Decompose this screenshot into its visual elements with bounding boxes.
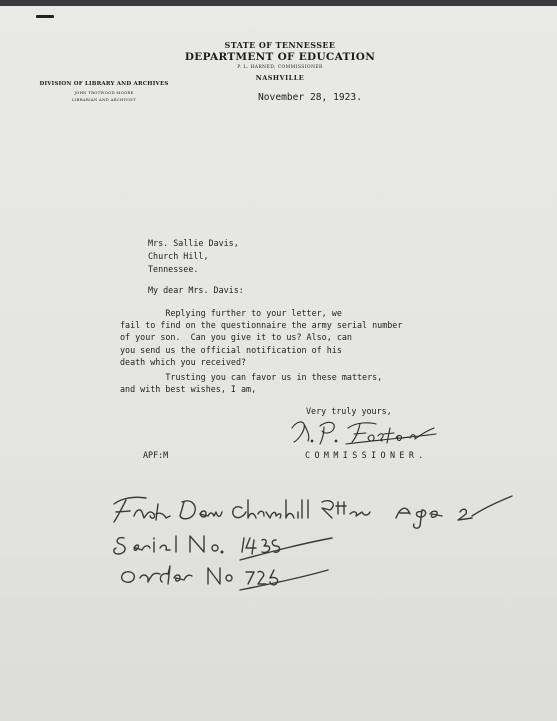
letterhead-city: NASHVILLE <box>255 74 305 82</box>
typist-initials: APF:M <box>143 450 169 460</box>
salutation: My dear Mrs. Davis: <box>148 285 244 295</box>
recipient-state: Tennessee. <box>148 264 199 274</box>
signature <box>286 414 446 450</box>
letterhead-commissioner: P. L. HARNED, COMMISSIONER <box>237 65 323 70</box>
body-paragraph-2: Trusting you can favor us in these matters, and with best wishes, I am, <box>120 372 383 395</box>
scan-top-edge <box>0 0 557 6</box>
division-name: DIVISION OF LIBRARY AND ARCHIVES <box>39 81 169 87</box>
letterhead-state: STATE OF TENNESSEE <box>224 40 336 50</box>
recipient-town: Church Hill, <box>148 251 209 261</box>
handwritten-notes <box>100 486 520 596</box>
letter-date: November 28, 1923. <box>258 92 362 103</box>
closing: Very truly yours, <box>306 406 392 416</box>
division-head: JOHN TROTWOOD MOORE <box>74 90 134 95</box>
body-paragraph-1: Replying further to your letter, we fail to find on the questionnaire the army serial number of your son. Can you give it to us? Also, can you send us the official notification of his death which you received? <box>120 308 403 367</box>
signer-title: COMMISSIONER. <box>305 450 428 460</box>
corner-mark <box>36 15 54 18</box>
division-head-title: LIBRARIAN AND ARCHIVIST <box>72 97 136 102</box>
recipient-name: Mrs. Sallie Davis, <box>148 238 239 248</box>
letterhead-department: DEPARTMENT OF EDUCATION <box>184 51 376 63</box>
